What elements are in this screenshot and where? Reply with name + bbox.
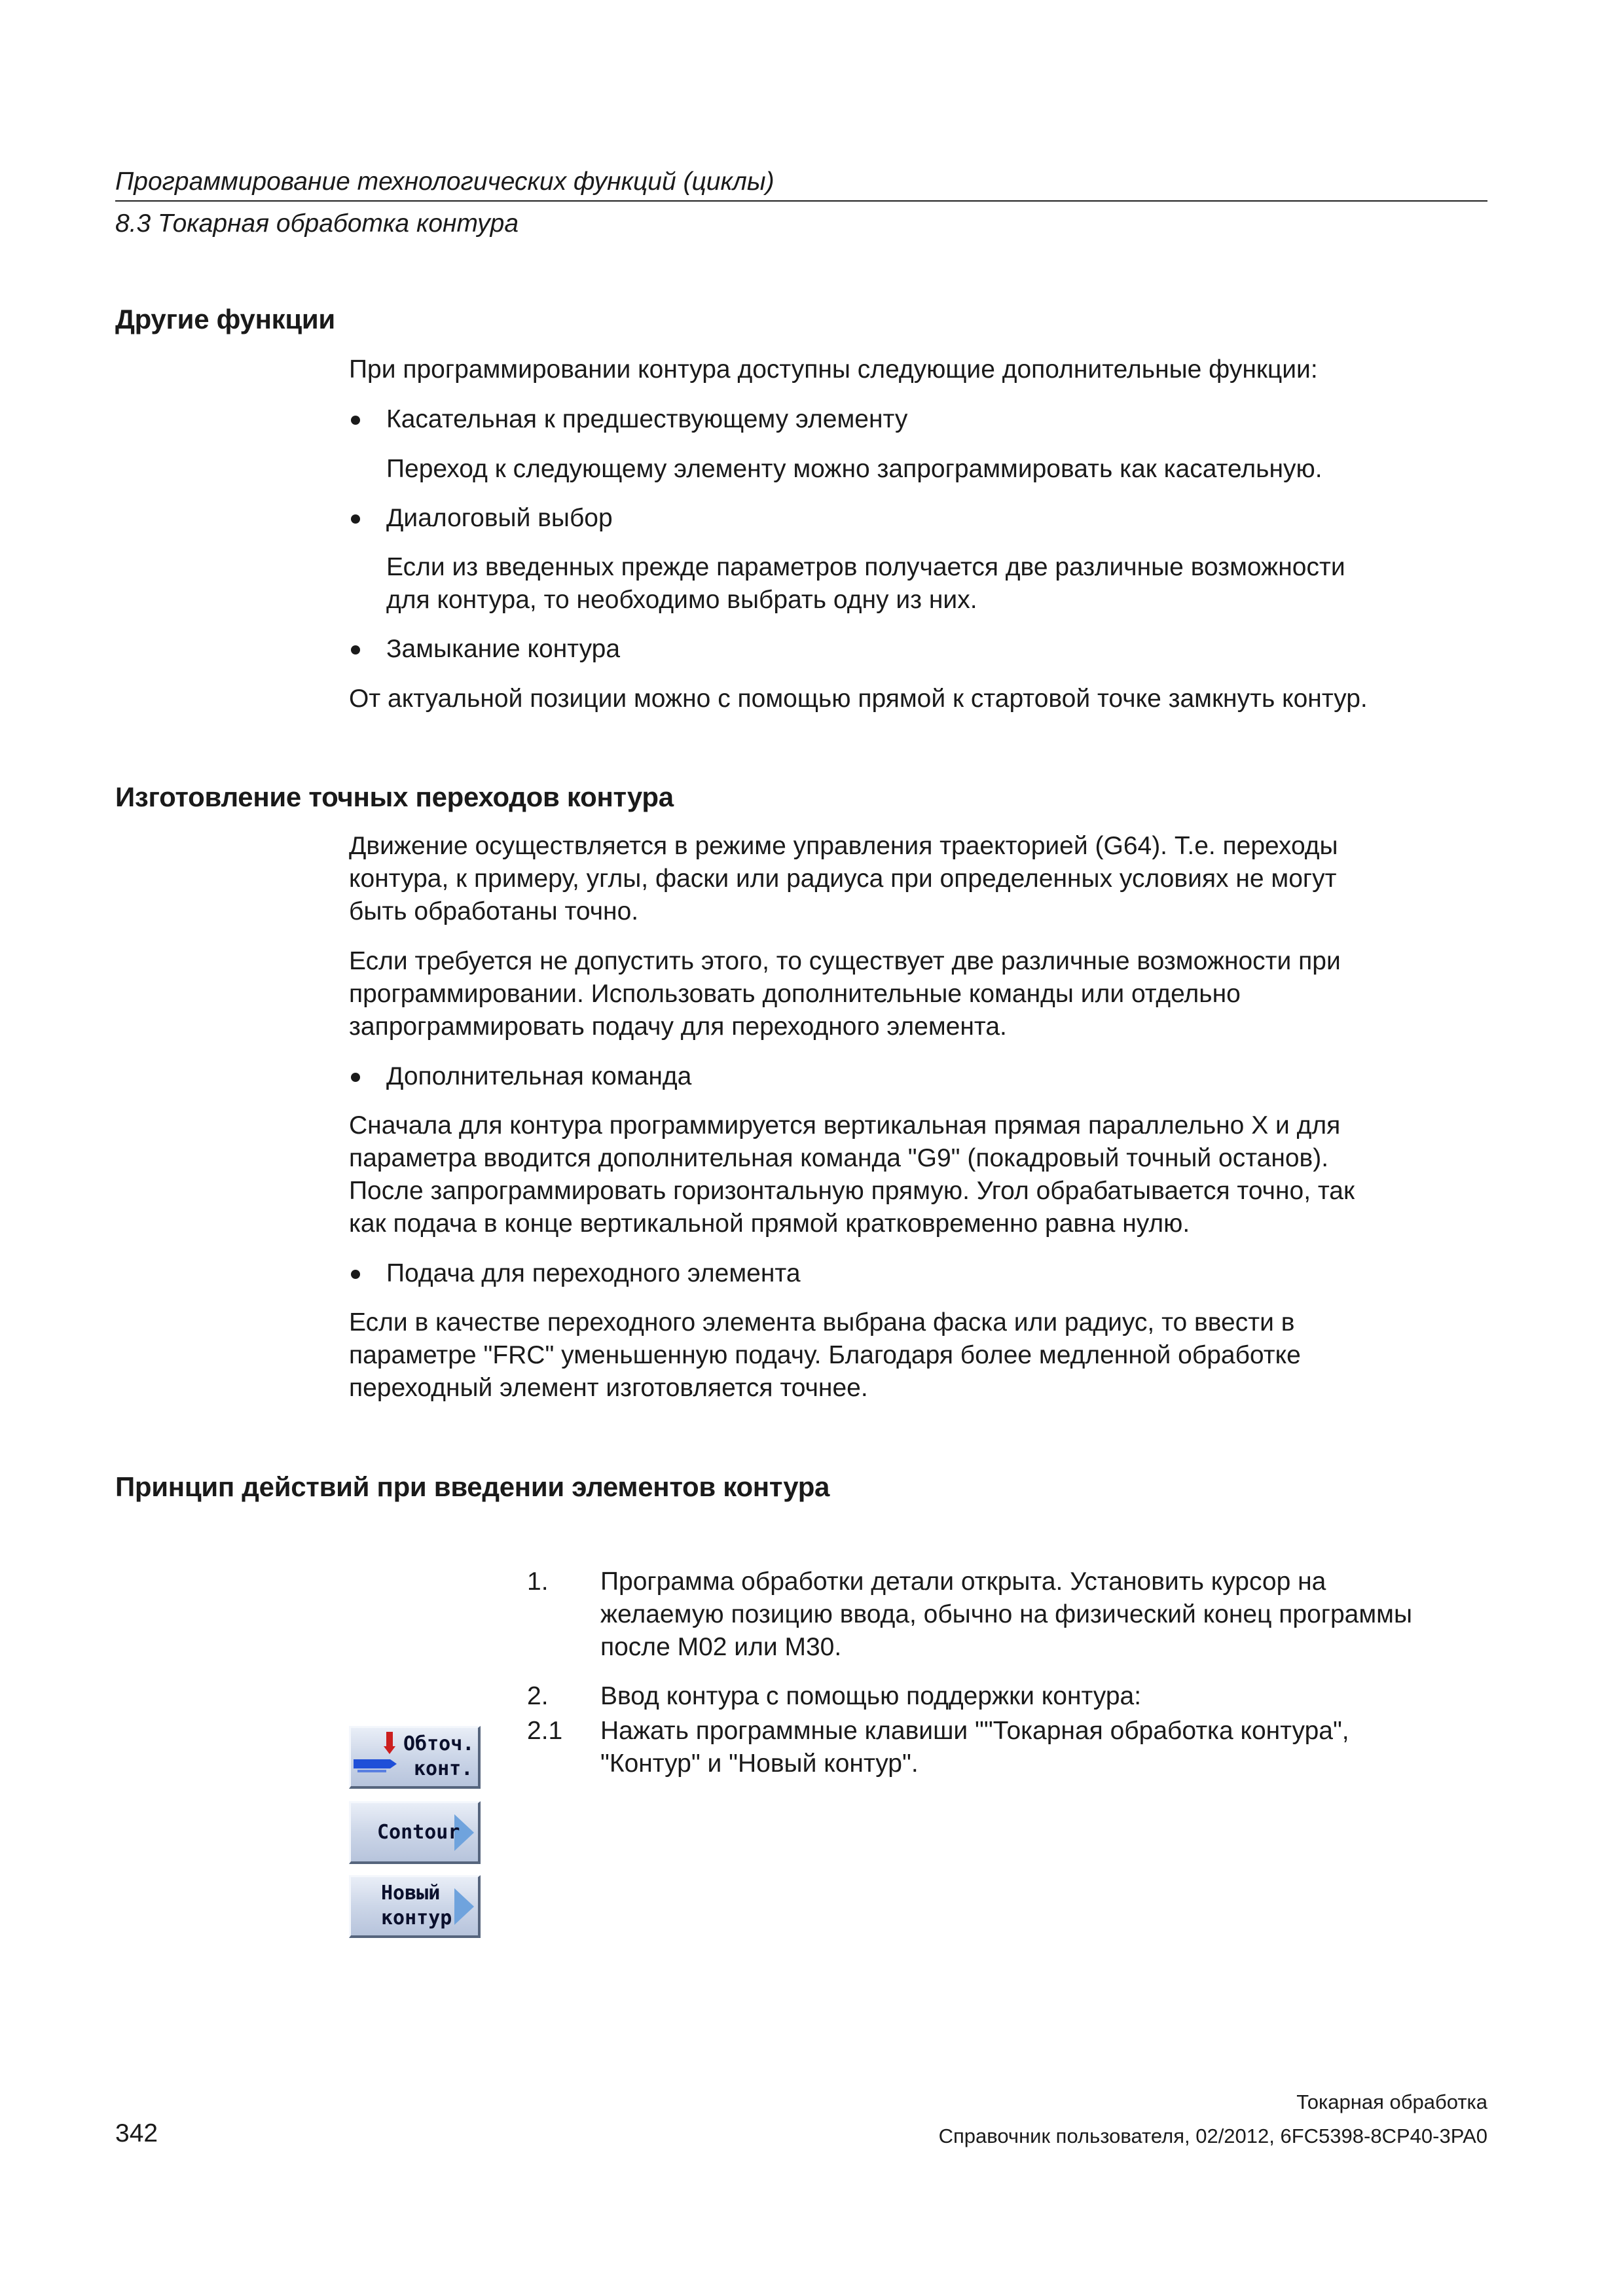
bullet-tangent-title: Касательная к предшествующему элементу: [386, 405, 908, 433]
header-chapter: Программирование технологических функций (циклы): [115, 168, 775, 196]
bullet-extra-command: Дополнительная команда: [386, 1062, 692, 1090]
bullet-dialog-text-line2: для контура, то необходимо выбрать одну из них.: [386, 586, 977, 614]
transitions-para3-line1: Сначала для контура программируется вертикальная прямая параллельно X и для: [349, 1111, 1341, 1139]
bullet-feed-transition: Подача для переходного элемента: [386, 1259, 801, 1287]
step2-1-line1: Нажать программные клавиши ""Токарная обработка контура",: [600, 1717, 1349, 1745]
transitions-para4-line2: параметре "FRC" уменьшенную подачу. Благодаря более медленной обработке: [349, 1341, 1301, 1369]
heading-other-functions: Другие функции: [115, 304, 335, 334]
bullet-tangent-text: Переход к следующему элементу можно запрограммировать как касательную.: [386, 455, 1322, 483]
step-number: 2.1: [527, 1717, 563, 1745]
header-rule: [115, 200, 1487, 202]
softkey-turn-contour-line1: Обточ.: [403, 1732, 475, 1755]
transitions-para1-line3: быть обработаны точно.: [349, 897, 639, 925]
transitions-para3-line2: параметра вводится дополнительная команда "G9" (покадровый точный останов).: [349, 1144, 1329, 1172]
transitions-para2-line2: программировании. Использовать дополнительные команды или отдельно: [349, 980, 1241, 1008]
transitions-para2-line3: запрограммировать подачу для переходного элемента.: [349, 1013, 1007, 1041]
transitions-para1-line1: Движение осуществляется в режиме управления траекторией (G64). Т.е. переходы: [349, 832, 1338, 860]
page-number: 342: [115, 2119, 158, 2147]
transitions-para4-line3: переходный элемент изготовляется точнее.: [349, 1374, 868, 1402]
step-number: 1.: [527, 1568, 549, 1596]
other-functions-closing: От актуальной позиции можно с помощью прямой к стартовой точке замкнуть контур.: [349, 685, 1368, 713]
softkey-new-contour[interactable]: [349, 1875, 481, 1938]
step-number: 2.: [527, 1682, 549, 1710]
arrow-right-icon: [454, 1888, 474, 1925]
softkey-contour-label: Contour: [377, 1821, 460, 1844]
step2-line1: Ввод контура с помощью поддержки контура:: [600, 1682, 1142, 1710]
bullet-dot: [351, 416, 360, 425]
transitions-para2-line1: Если требуется не допустить этого, то существует две различные возможности при: [349, 947, 1341, 975]
softkey-turn-contour-line2: конт.: [414, 1757, 473, 1780]
step2-1-line2: "Контур" и "Новый контур".: [600, 1749, 919, 1778]
bullet-dot: [351, 645, 360, 655]
transitions-para3-line3: После запрограммировать горизонтальную прямую. Угол обрабатывается точно, так: [349, 1177, 1355, 1205]
bullet-dot: [351, 514, 360, 524]
step1-line2: желаемую позицию ввода, обычно на физический конец программы: [600, 1600, 1413, 1628]
footer-book-title: Токарная обработка: [1296, 2090, 1487, 2113]
softkey-new-contour-line1: Новый: [381, 1882, 441, 1905]
bullet-dialog-text-line1: Если из введенных прежде параметров получается две различные возможности: [386, 553, 1345, 581]
other-functions-intro: При программировании контура доступны следующие дополнительные функции:: [349, 355, 1318, 384]
bullet-dot: [351, 1270, 360, 1279]
step1-line3: после M02 или M30.: [600, 1633, 842, 1661]
heading-transitions: Изготовление точных переходов контура: [115, 781, 674, 812]
softkey-new-contour-line2: контур: [381, 1907, 452, 1929]
bullet-dot: [351, 1073, 360, 1082]
transitions-para3-line4: как подача в конце вертикальной прямой кратковременно равна нулю.: [349, 1210, 1190, 1238]
transitions-para4-line1: Если в качестве переходного элемента выбрана фаска или радиус, то ввести в: [349, 1308, 1295, 1336]
transitions-para1-line2: контура, к примеру, углы, фаски или радиуса при определенных условиях не могут: [349, 865, 1337, 893]
header-section: 8.3 Токарная обработка контура: [115, 209, 519, 238]
bullet-dialog-title: Диалоговый выбор: [386, 504, 613, 532]
softkey-contour[interactable]: [349, 1801, 481, 1864]
tool-holder-icon: [382, 1732, 397, 1754]
step1-line1: Программа обработки детали открыта. Установить курсор на: [600, 1568, 1326, 1596]
softkey-turn-contour[interactable]: [349, 1726, 481, 1789]
bullet-close-title: Замыкание контура: [386, 635, 621, 663]
heading-procedure: Принцип действий при введении элементов контура: [115, 1471, 830, 1502]
footer-reference: Справочник пользователя, 02/2012, 6FC5398-8CP40-3PA0: [938, 2125, 1487, 2147]
